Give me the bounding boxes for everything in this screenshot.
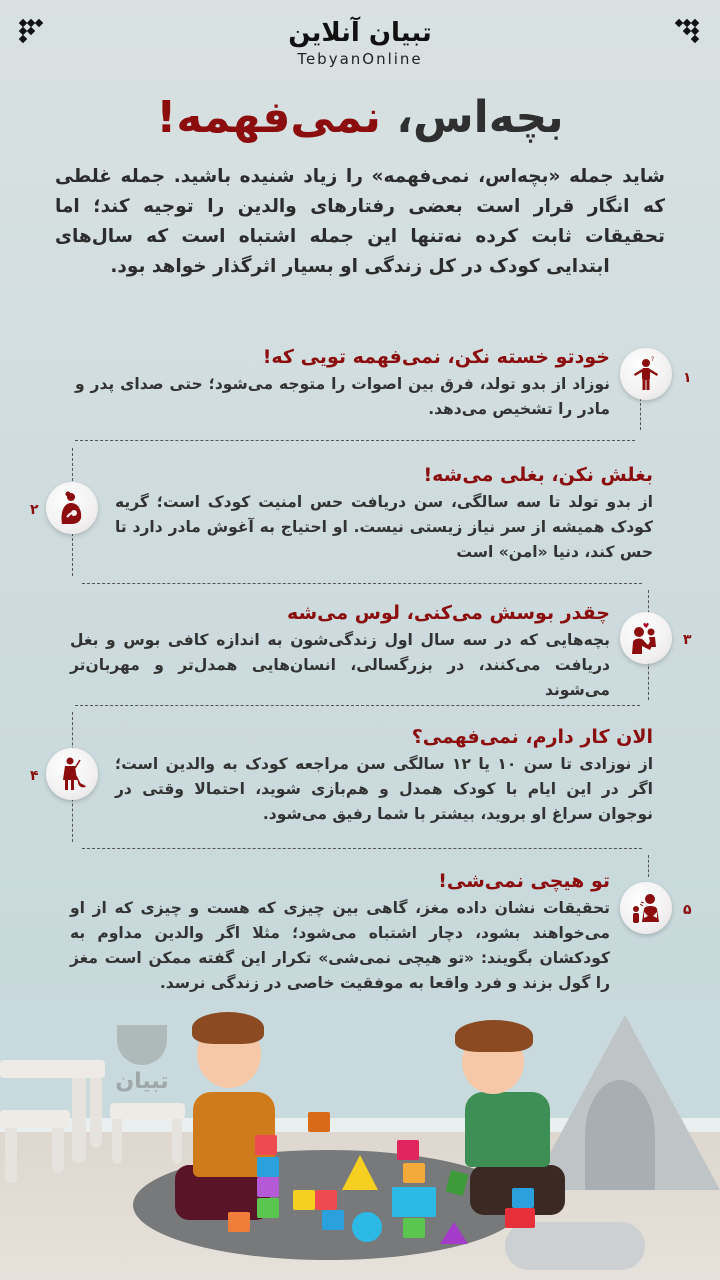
toy-block	[257, 1157, 279, 1177]
toy-block	[308, 1112, 330, 1132]
item-5-title: تو هیچی نمی‌شی!	[438, 870, 610, 892]
small-stool	[0, 1110, 70, 1128]
confused-person-icon	[628, 356, 664, 392]
connector-line	[648, 855, 649, 877]
toy-block	[392, 1187, 436, 1217]
title-part1: بچه‌اس،	[380, 92, 564, 143]
table-leg	[90, 1078, 102, 1148]
toy-block	[293, 1190, 315, 1210]
connector-line	[82, 848, 642, 849]
toy-block	[403, 1163, 425, 1183]
item-4	[115, 722, 653, 827]
busy-mother-cleaning-icon	[54, 756, 90, 792]
floor-pillow	[505, 1222, 645, 1270]
stool-leg	[172, 1119, 182, 1164]
toy-block	[322, 1210, 344, 1230]
toy-block	[257, 1198, 279, 1218]
children-playing-illustration	[0, 1000, 720, 1280]
item-1-icon-badge	[620, 348, 672, 400]
small-stool	[110, 1103, 185, 1119]
item-3	[70, 598, 610, 703]
logo-persian: تبیان آنلاین	[288, 18, 432, 48]
intro-paragraph: شاید جمله «بچه‌اس، نمی‌فهمه» را زیاد شنیده باشید. جمله غلطی که انگار قرار است بعضی رفتارهای والدین را توجیه کند؛ اما تحقیقات ثابت کرده نه‌تنها این جمله اشتباه است که سال‌های ابتدایی کودک در کل زندگی او بسیار اثرگذار خواهد بود.	[55, 166, 665, 277]
item-1-number: ۱	[683, 370, 692, 386]
connector-line	[75, 440, 635, 441]
parent-hugging-child-icon	[628, 620, 664, 656]
item-4-title: الان کار دارم، نمی‌فهمی؟	[411, 726, 653, 748]
stool-leg	[52, 1128, 64, 1173]
tent-door	[585, 1080, 655, 1190]
connector-line	[82, 583, 642, 584]
item-4-number: ۴	[30, 768, 39, 784]
stool-leg	[5, 1128, 17, 1183]
title-part2: نمی‌فهمه!	[156, 92, 381, 143]
item-4-body: از نوزادی تا سن ۱۰ یا ۱۲ سالگی سن مراجعه کودک به والدین است؛ اگر در این ایام با کودک همدل و هم‌بازی شوید، احتمالا وقتی در نوجوان سراغ او بروید، بیشتر با شما رفیق می‌شود.	[115, 755, 654, 823]
girl-shirt	[465, 1092, 550, 1167]
item-3-number: ۳	[683, 632, 692, 648]
toy-block	[505, 1208, 535, 1228]
item-1	[75, 342, 610, 422]
brand-logo	[0, 18, 720, 68]
item-2-number: ۲	[30, 502, 39, 518]
tebyan-watermark	[112, 1025, 172, 1094]
toy-block	[403, 1218, 425, 1238]
page-title	[0, 88, 720, 148]
boy-hair	[192, 1012, 264, 1044]
item-4-icon-badge	[46, 748, 98, 800]
toy-block	[255, 1135, 277, 1155]
tebyan-watermark-icon	[117, 1025, 167, 1065]
svg-text:?: ?	[651, 356, 655, 363]
item-2-title: بغلش نکن، بغلی می‌شه!	[423, 464, 653, 486]
item-3-title: چقدر بوسش می‌کنی، لوس می‌شه	[286, 602, 610, 624]
item-5-body: تحقیقات نشان داده مغز، گاهی بین چیزی که هست و چیزی که از او می‌خواهند بشود، دچار اشتباه می‌شود؛ مثلا اگر والدین مداوم به کودکشان بگویند: «تو هیچی نمی‌شی» تکرار این گفته ممکن است مغز را گول بزند و فرد واقعا به موفقیت خاصی در زندگی نرسد.	[70, 899, 610, 992]
table-leg	[72, 1078, 86, 1163]
small-table	[0, 1060, 105, 1078]
item-5	[70, 866, 610, 996]
toy-block	[257, 1177, 279, 1197]
item-5-number: ۵	[683, 902, 692, 918]
girl-hair	[455, 1020, 533, 1052]
toy-block	[228, 1212, 250, 1232]
item-2-icon-badge	[46, 482, 98, 534]
connector-line	[640, 398, 641, 430]
item-1-title: خودتو خسته نکن، نمی‌فهمه تویی که!	[262, 346, 610, 368]
item-2-body: از بدو تولد تا سه سالگی، سن دریافت حس امنیت کودک است؛ گریه کودک همیشه از سر نیاز زیستی نیست. او احتیاج به آغوش مادر دارد تا حس کند، دنیا «امن» است	[115, 493, 653, 561]
toy-ball	[352, 1212, 382, 1242]
toy-block	[512, 1188, 534, 1208]
toy-block	[315, 1190, 337, 1210]
toy-triangle	[440, 1222, 468, 1244]
stool-leg	[112, 1119, 122, 1164]
item-2	[115, 460, 653, 565]
item-3-body: بچه‌هایی که در سه سال اول زندگی‌شون به اندازه کافی بوس و بغل دریافت می‌کنند، در بزرگسالی، انسان‌هایی همدل‌تر و مهربان‌تر می‌شوند	[70, 631, 610, 699]
parent-scolding-child-icon	[628, 890, 664, 926]
mother-holding-baby-icon	[54, 490, 90, 526]
connector-line	[75, 705, 640, 706]
item-5-icon-badge	[620, 882, 672, 934]
logo-english: TebyanOnline	[297, 50, 423, 68]
item-1-body: نوزاد از بدو تولد، فرق بین اصوات را متوجه می‌شود؛ حتی صدای پدر و مادر را تشخیص می‌دهد.	[75, 375, 610, 418]
tebyan-watermark-text: تبیان	[115, 1069, 169, 1094]
toy-pyramid	[342, 1155, 378, 1190]
item-3-icon-badge	[620, 612, 672, 664]
toy-block	[397, 1140, 419, 1160]
